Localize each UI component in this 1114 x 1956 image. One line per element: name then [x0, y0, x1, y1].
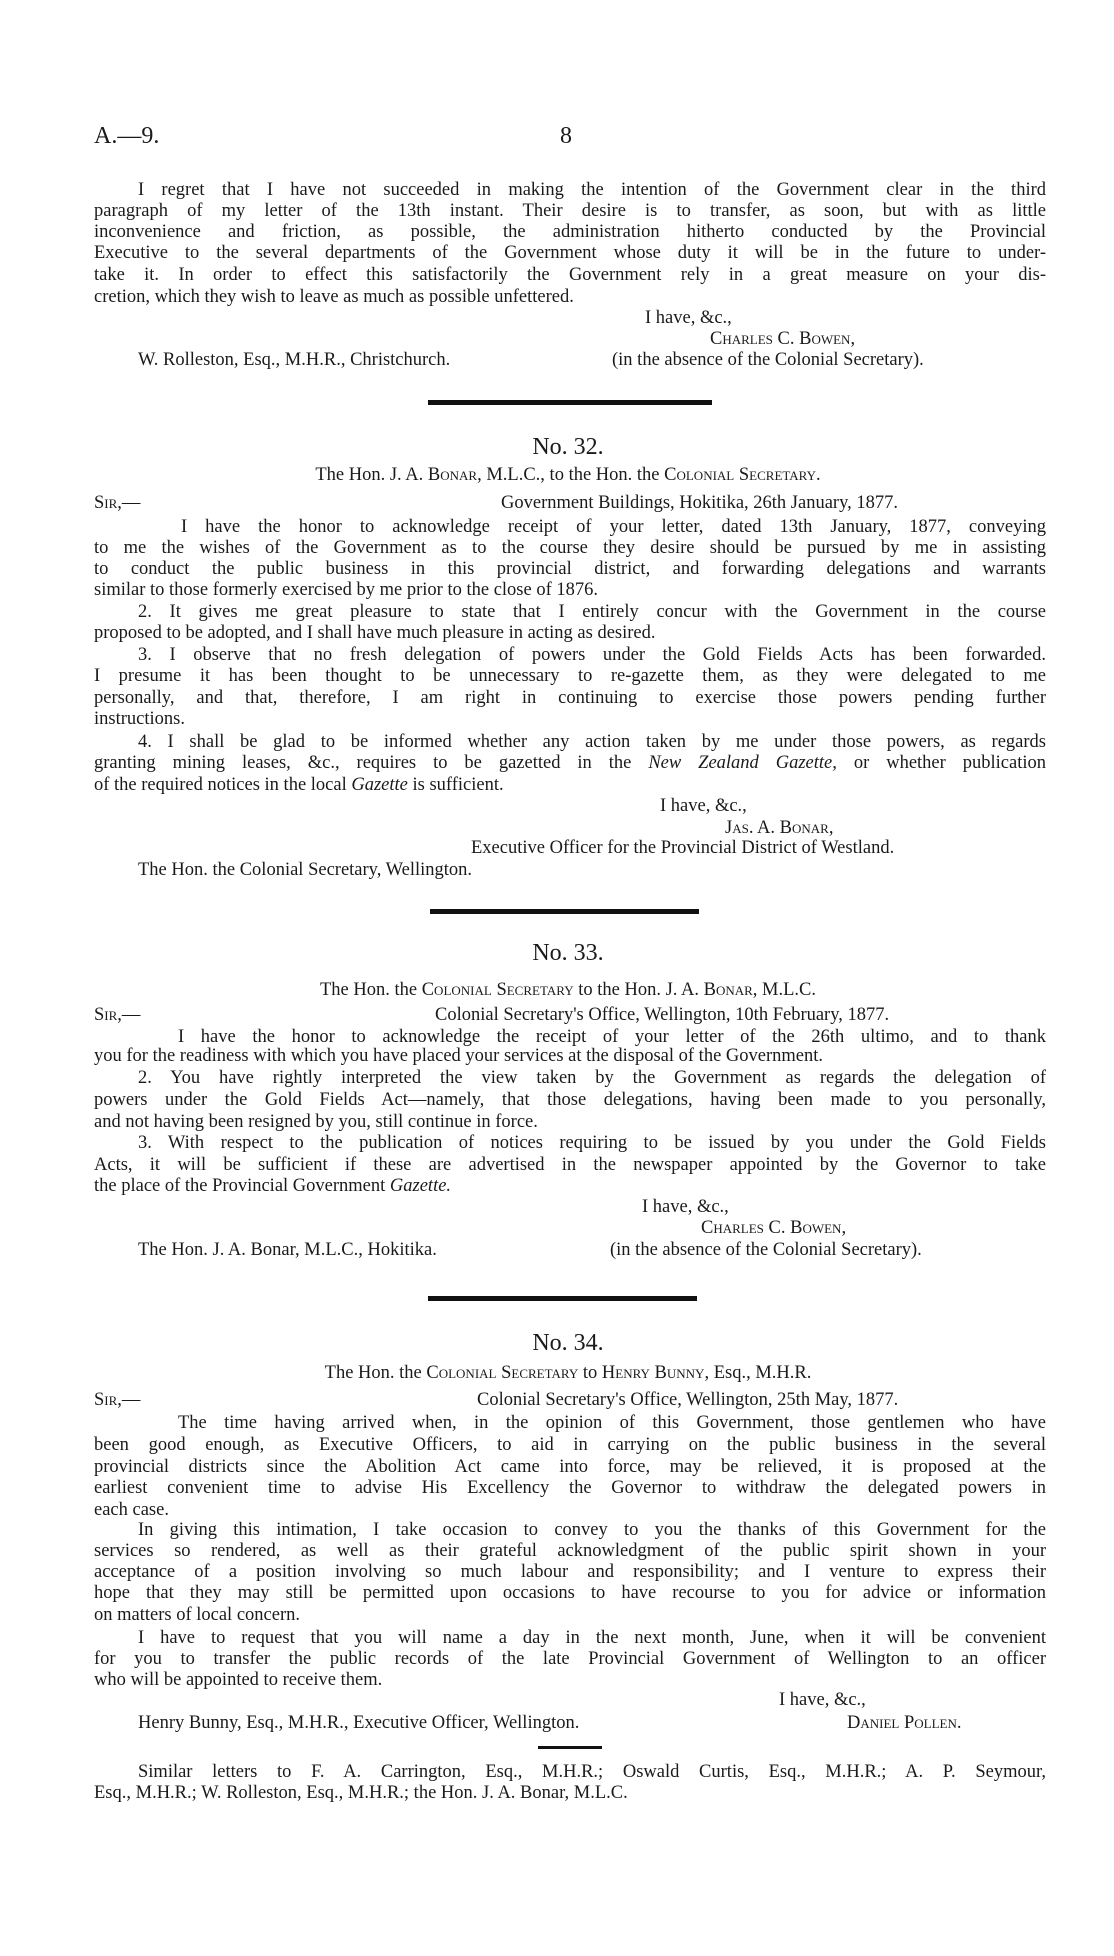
closing: I have, &c.,	[779, 1690, 866, 1710]
letter-number: No. 34.	[532, 1330, 604, 1356]
body-line: paragraph of my letter of the 13th instant. Their desire is to transfer, as soon, but with as little	[94, 201, 1046, 221]
salutation: Sir,—	[94, 1005, 141, 1025]
signature: Charles C. Bowen,	[710, 329, 856, 349]
body-line: 4. I shall be glad to be informed whether any action taken by me under those powers, as regards	[138, 732, 1046, 752]
letter-number: No. 32.	[532, 434, 604, 460]
body-line: The time having arrived when, in the opinion of this Government, those gentlemen who have	[178, 1413, 1046, 1433]
signature: Jas. A. Bonar,	[725, 818, 834, 838]
body-line: been good enough, as Executive Officers, to aid in carrying on the public business in the several	[94, 1435, 1046, 1455]
body-line: to me the wishes of the Government as to the course they desire should be pursued by me in assisting	[94, 538, 1046, 558]
body-line: acceptance of a position involving so much labour and responsibility; and I venture to express their	[94, 1562, 1046, 1582]
text-part: is sufficient.	[407, 775, 504, 795]
body-line: 3. I observe that no fresh delegation of powers under the Gold Fields Acts has been forwarded.	[138, 645, 1046, 665]
text-part: of the required notices in the local	[94, 775, 352, 795]
body-line: instructions.	[94, 709, 185, 729]
body-line: similar to those formerly exercised by me prior to the close of 1876.	[94, 580, 598, 600]
section-divider	[428, 1296, 697, 1301]
body-line: In giving this intimation, I take occasion to convey to you the thanks of this Government for the	[138, 1520, 1046, 1540]
section-divider	[428, 400, 712, 405]
body-line: earliest convenient time to advise His Excellency the Governor to withdraw the delegated powers in	[94, 1478, 1046, 1498]
heading-part: to	[578, 1363, 602, 1383]
body-line: Executive to the several departments of the Government whose duty it will be in the future to under-	[94, 243, 1046, 263]
publication-title: Gazette	[351, 775, 408, 795]
heading-part: The Hon. J. A.	[315, 465, 428, 485]
publication-title: New Zealand Gazette,	[648, 753, 837, 773]
body-line: each case.	[94, 1500, 169, 1520]
heading-part: Bonar	[703, 980, 753, 1000]
body-line: 2. You have rightly interpreted the view taken by the Government as regards the delegation of	[138, 1068, 1046, 1088]
short-divider	[538, 1746, 602, 1749]
addressee: W. Rolleston, Esq., M.H.R., Christchurch.	[138, 350, 451, 370]
body-line: I have to request that you will name a day in the next month, June, when it will be convenient	[138, 1628, 1046, 1648]
body-line: proposed to be adopted, and I shall have much pleasure in acting as desired.	[94, 623, 656, 643]
addressee: Henry Bunny, Esq., M.H.R., Executive Officer, Wellington.	[138, 1713, 580, 1733]
body-line: for you to transfer the public records of the late Provincial Government of Wellington to an officer	[94, 1649, 1046, 1669]
body-line: take it. In order to effect this satisfactorily the Government rely in a great measure on your dis-	[94, 265, 1046, 285]
signature-note: (in the absence of the Colonial Secretary).	[610, 1240, 922, 1260]
body-line: hope that they may still be permitted upon occasions to have recourse to you for advice or information	[94, 1583, 1046, 1603]
closing: I have, &c.,	[660, 796, 747, 816]
body-line: inconvenience and friction, as possible, the administration hitherto conducted by the Provincial	[94, 222, 1046, 242]
text-part: granting mining leases, &c., requires to be gazetted in the	[94, 753, 649, 773]
heading-part: Bonar	[427, 465, 478, 485]
addressee: The Hon. the Colonial Secretary, Wellington.	[138, 860, 473, 880]
heading-part: The Hon. the	[324, 1363, 427, 1383]
dateline: Government Buildings, Hokitika, 26th January, 1877.	[501, 493, 899, 513]
body-line	[94, 752, 1046, 774]
dateline: Colonial Secretary's Office, Wellington, 10th February, 1877.	[435, 1005, 890, 1025]
publication-title: Gazette.	[389, 1176, 452, 1196]
body-line: I regret that I have not succeeded in making the intention of the Government clear in the third	[138, 180, 1046, 200]
signature-note: (in the absence of the Colonial Secretary).	[612, 350, 924, 370]
body-line: and not having been resigned by you, still continue in force.	[94, 1112, 538, 1132]
document-reference: A.—9.	[94, 123, 160, 149]
body-line: personally, and that, therefore, I am right in continuing to exercise those powers pending further	[94, 688, 1046, 708]
similar-letters-line: Similar letters to F. A. Carrington, Esq., M.H.R.; Oswald Curtis, Esq., M.H.R.; A. P. Seymour,	[138, 1762, 1046, 1782]
addressee: The Hon. J. A. Bonar, M.L.C., Hokitika.	[138, 1240, 437, 1260]
body-line: provincial districts since the Abolition Act came into force, may be relieved, it is proposed at the	[94, 1457, 1046, 1477]
heading-part: , M.L.C.	[752, 980, 817, 1000]
heading-part: Colonial Secretary	[426, 1363, 579, 1383]
body-line: who will be appointed to receive them.	[94, 1670, 383, 1690]
body-line: I have the honor to acknowledge the receipt of your letter of the 26th ultimo, and to thank	[178, 1027, 1046, 1047]
heading-part: to the Hon. J. A.	[573, 980, 704, 1000]
body-line: services so rendered, as well as their grateful acknowledgment of the public spirit shown in your	[94, 1541, 1046, 1561]
signature: Daniel Pollen.	[847, 1713, 962, 1733]
similar-letters-line: Esq., M.H.R.; W. Rolleston, Esq., M.H.R.; the Hon. J. A. Bonar, M.L.C.	[94, 1783, 628, 1803]
body-line: on matters of local concern.	[94, 1605, 300, 1625]
letter-heading	[0, 1362, 1114, 1384]
heading-part: Colonial Secretary	[421, 980, 574, 1000]
heading-part: The Hon. the	[319, 980, 422, 1000]
signature: Charles C. Bowen,	[701, 1218, 847, 1238]
body-line: 3. With respect to the publication of notices requiring to be issued by you under the Gold Fields	[138, 1133, 1046, 1153]
body-line: to conduct the public business in this provincial district, and forwarding delegations and warrants	[94, 559, 1046, 579]
letter-number: No. 33.	[532, 940, 604, 966]
page-number: 8	[560, 123, 572, 149]
closing: I have, &c.,	[645, 308, 732, 328]
text-part: the place of the Provincial Government	[94, 1176, 390, 1196]
body-line: you for the readiness with which you have placed your services at the disposal of the Government.	[94, 1046, 823, 1066]
section-divider	[430, 909, 699, 914]
text-part: or whether publication	[836, 753, 1046, 773]
dateline: Colonial Secretary's Office, Wellington, 25th May, 1877.	[477, 1390, 899, 1410]
heading-part: , Esq., M.H.R.	[704, 1363, 812, 1383]
body-line: Acts, it will be sufficient if these are advertised in the newspaper appointed by the Governor to take	[94, 1155, 1046, 1175]
letter-heading	[0, 979, 1114, 1001]
salutation: Sir,—	[94, 1390, 141, 1410]
salutation: Sir,—	[94, 493, 141, 513]
letter-heading	[0, 464, 1114, 486]
heading-part: Colonial Secretary.	[664, 465, 821, 485]
body-line: I have the honor to acknowledge receipt of your letter, dated 13th January, 1877, conveying	[181, 517, 1046, 537]
body-line	[94, 1175, 451, 1197]
body-line: 2. It gives me great pleasure to state that I entirely concur with the Government in the course	[138, 602, 1046, 622]
signature-title: Executive Officer for the Provincial District of Westland.	[471, 838, 895, 858]
body-line: powers under the Gold Fields Act—namely, that those delegations, having been made to you personally,	[94, 1090, 1046, 1110]
body-line: cretion, which they wish to leave as much as possible unfettered.	[94, 287, 574, 307]
closing: I have, &c.,	[642, 1197, 729, 1217]
heading-part: , M.L.C., to the Hon. the	[477, 465, 665, 485]
heading-part: Henry Bunny	[601, 1363, 705, 1383]
body-line: I presume it has been thought to be unnecessary to re-gazette them, as they were delegated to me	[94, 666, 1046, 686]
body-line	[94, 774, 504, 796]
